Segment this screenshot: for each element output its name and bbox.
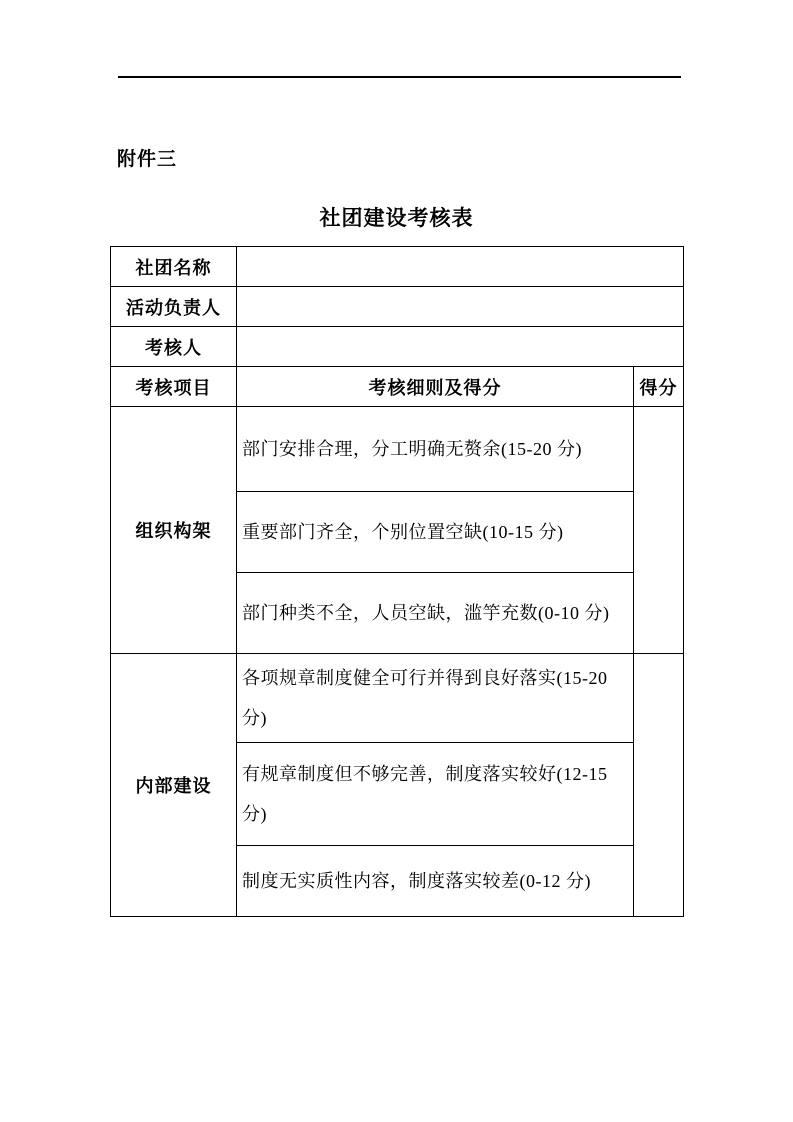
page-title: 社团建设考核表 (319, 206, 474, 230)
attachment-label: 附件三 (117, 149, 178, 170)
page-header-rule (118, 76, 681, 78)
header-assessment-rules: 考核细则及得分 (237, 367, 634, 407)
org-structure-criterion-3: 部门种类不全，人员空缺，滥竽充数(0-10 分) (237, 573, 634, 654)
internal-dev-criterion-2: 有规章制度但不够完善，制度落实较好(12-15 分) (237, 743, 634, 846)
assessment-table (110, 246, 684, 917)
club-name-value-field[interactable] (237, 247, 684, 287)
table-row-internal-dev-1 (111, 654, 684, 743)
internal-dev-score-field[interactable] (634, 654, 684, 917)
header-score: 得分 (634, 367, 684, 407)
org-structure-score-field[interactable] (634, 407, 684, 654)
table-row-org-structure-1 (111, 407, 684, 492)
group-internal-dev-label: 内部建设 (111, 654, 237, 917)
table-row-assessor (111, 327, 684, 367)
table-header-row (111, 367, 684, 407)
assessor-value-field[interactable] (237, 327, 684, 367)
internal-dev-criterion-1: 各项规章制度健全可行并得到良好落实(15-20 分) (237, 654, 634, 743)
org-structure-criterion-1: 部门安排合理，分工明确无赘余(15-20 分) (237, 407, 634, 492)
group-org-structure-label: 组织构架 (111, 407, 237, 654)
activity-leader-value-field[interactable] (237, 287, 684, 327)
club-name-label: 社团名称 (111, 247, 237, 287)
header-assessment-item: 考核项目 (111, 367, 237, 407)
activity-leader-label: 活动负责人 (111, 287, 237, 327)
table-row-club-name (111, 247, 684, 287)
table-row-activity-leader (111, 287, 684, 327)
assessor-label: 考核人 (111, 327, 237, 367)
org-structure-criterion-2: 重要部门齐全，个别位置空缺(10-15 分) (237, 492, 634, 573)
internal-dev-criterion-3: 制度无实质性内容，制度落实较差(0-12 分) (237, 846, 634, 917)
